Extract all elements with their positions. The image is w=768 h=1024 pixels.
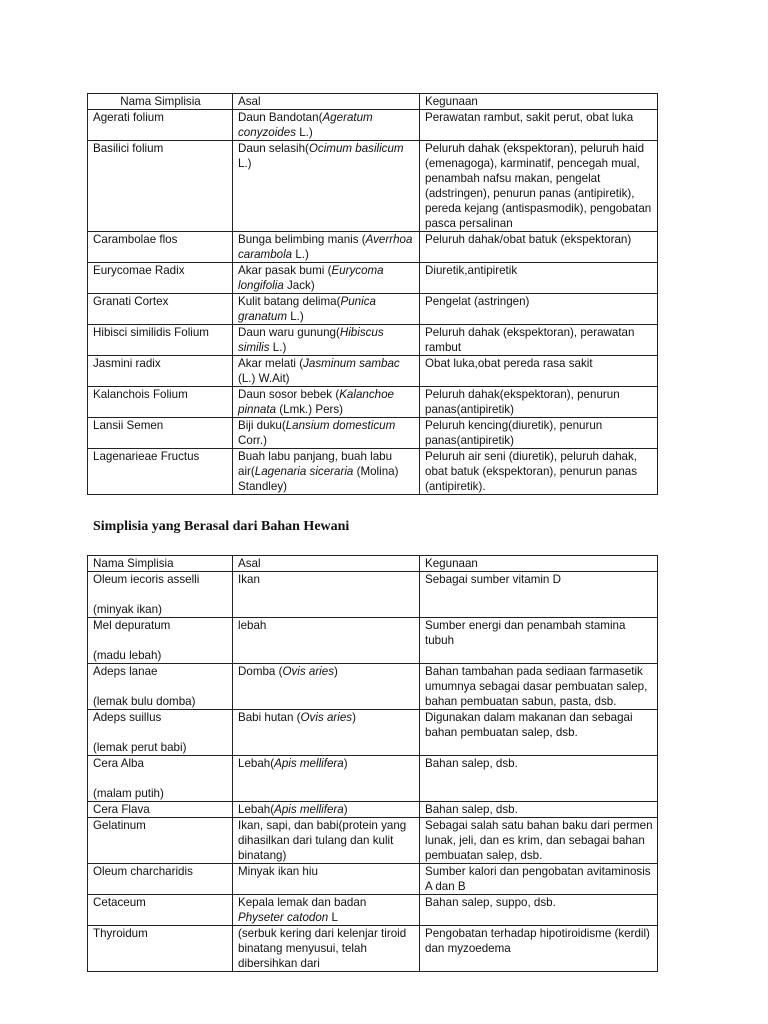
simplisia-name: Hibisci similidis Folium (93, 326, 209, 339)
kegunaan-cell: Sebagai sumber vitamin D (420, 572, 658, 618)
simplisia-name-cell (88, 263, 233, 294)
simplisia-name: Mel depuratum (93, 619, 171, 632)
table-row (88, 756, 658, 802)
kegunaan-cell: Bahan tambahan pada sediaan farmasetik umumnya sebagai dasar pembuatan salep, bahan pembuatan sabun, pasta, dsb. (420, 664, 658, 710)
asal-cell: Lebah(Apis mellifera) (233, 802, 420, 818)
simplisia-name: Cera Flava (93, 803, 150, 816)
simplisia-name: Gelatinum (93, 819, 146, 832)
asal-cell: Kepala lemak dan badan Physeter catodon L (233, 895, 420, 926)
table-row (88, 572, 658, 618)
asal-cell: Minyak ikan hiu (233, 864, 420, 895)
simplisia-local-name: (minyak ikan) (93, 603, 162, 616)
kegunaan-cell: Perawatan rambut, sakit perut, obat luka (420, 110, 658, 141)
simplisia-name: Jasmini radix (93, 357, 161, 370)
table-row (88, 802, 658, 818)
asal-cell: Buah labu panjang, buah labu air(Lagenaria siceraria (Molina) Standley) (233, 449, 420, 495)
simplisia-name-cell (88, 618, 233, 664)
simplisia-name: Cetaceum (93, 896, 146, 909)
simplisia-name: Oleum iecoris asselli (93, 573, 200, 586)
table-header-row (88, 556, 658, 572)
table-row (88, 325, 658, 356)
simplisia-name-cell (88, 387, 233, 418)
column-header: Kegunaan (420, 94, 658, 110)
kegunaan-cell: Digunakan dalam makanan dan sebagai bahan pembuatan salep, dsb. (420, 710, 658, 756)
asal-cell: (serbuk kering dari kelenjar tiroid binatang menyusui, telah dibersihkan dari (233, 926, 420, 972)
table-row (88, 110, 658, 141)
kegunaan-cell: Peluruh dahak(ekspektoran), penurun panas(antipiretik) (420, 387, 658, 418)
simplisia-name: Thyroidum (93, 927, 148, 940)
kegunaan-cell: Pengelat (astringen) (420, 294, 658, 325)
asal-cell: Bunga belimbing manis (Averrhoa carambola L.) (233, 232, 420, 263)
table-row (88, 926, 658, 972)
asal-cell: Lebah(Apis mellifera) (233, 756, 420, 802)
table-row (88, 710, 658, 756)
table-row (88, 864, 658, 895)
asal-cell: Ikan (233, 572, 420, 618)
simplisia-name-cell (88, 232, 233, 263)
asal-cell: Daun selasih(Ocimum basilicum L.) (233, 141, 420, 232)
simplisia-name-cell (88, 325, 233, 356)
simplisia-name-cell (88, 756, 233, 802)
simplisia-name: Lagenarieae Fructus (93, 450, 200, 463)
simplisia-name-cell (88, 926, 233, 972)
simplisia-name: Agerati folium (93, 111, 164, 124)
kegunaan-cell: Obat luka,obat pereda rasa sakit (420, 356, 658, 387)
simplisia-name: Basilici folium (93, 142, 164, 155)
asal-cell: lebah (233, 618, 420, 664)
kegunaan-cell: Bahan salep, dsb. (420, 756, 658, 802)
column-header: Nama Simplisia (88, 94, 233, 110)
simplisia-local-name: (malam putih) (93, 787, 164, 800)
simplisia-name-cell (88, 895, 233, 926)
simplisia-name-cell (88, 356, 233, 387)
kegunaan-cell: Peluruh dahak/obat batuk (ekspektoran) (420, 232, 658, 263)
simplisia-name: Eurycomae Radix (93, 264, 185, 277)
simplisia-name-cell (88, 572, 233, 618)
table-row (88, 618, 658, 664)
simplisia-name: Oleum charcharidis (93, 865, 193, 878)
asal-cell: Biji duku(Lansium domesticum Corr.) (233, 418, 420, 449)
table-row (88, 356, 658, 387)
table-row (88, 418, 658, 449)
kegunaan-cell: Peluruh dahak (ekspektoran), perawatan rambut (420, 325, 658, 356)
asal-cell: Ikan, sapi, dan babi(protein yang dihasilkan dari tulang dan kulit binatang) (233, 818, 420, 864)
table-row (88, 664, 658, 710)
kegunaan-cell: Sumber kalori dan pengobatan avitaminosis A dan B (420, 864, 658, 895)
simplisia-name-cell (88, 664, 233, 710)
simplisia-name-cell (88, 710, 233, 756)
simplisia-name-cell (88, 141, 233, 232)
simplisia-name: Adeps suillus (93, 711, 162, 724)
asal-cell: Babi hutan (Ovis aries) (233, 710, 420, 756)
table-row (88, 232, 658, 263)
animal-simplisia-table (87, 555, 658, 972)
simplisia-name-cell (88, 864, 233, 895)
table-row (88, 141, 658, 232)
kegunaan-cell: Sebagai salah satu bahan baku dari permen lunak, jeli, dan es krim, dan sebagai bahan pembuatan salep, dsb. (420, 818, 658, 864)
simplisia-local-name: (lemak perut babi) (93, 741, 187, 754)
section-heading: Simplisia yang Berasal dari Bahan Hewani (93, 519, 350, 534)
table-row (88, 387, 658, 418)
asal-cell: Daun sosor bebek (Kalanchoe pinnata (Lmk.) Pers) (233, 387, 420, 418)
simplisia-local-name: (lemak bulu domba) (93, 695, 196, 708)
asal-cell: Daun waru gunung(Hibiscus similis L.) (233, 325, 420, 356)
table-row (88, 294, 658, 325)
column-header: Asal (233, 556, 420, 572)
simplisia-name-cell (88, 802, 233, 818)
column-header: Nama Simplisia (88, 556, 233, 572)
table-row (88, 449, 658, 495)
simplisia-name: Adeps lanae (93, 665, 158, 678)
table-header-row (88, 94, 658, 110)
kegunaan-cell: Sumber energi dan penambah stamina tubuh (420, 618, 658, 664)
table-row (88, 818, 658, 864)
kegunaan-cell: Peluruh air seni (diuretik), peluruh dahak, obat batuk (ekspektoran), penurun panas (antipiretik). (420, 449, 658, 495)
simplisia-name-cell (88, 418, 233, 449)
plant-simplisia-table (87, 93, 658, 495)
simplisia-name-cell (88, 818, 233, 864)
table-row (88, 263, 658, 294)
simplisia-name: Kalanchois Folium (93, 388, 188, 401)
asal-cell: Domba (Ovis aries) (233, 664, 420, 710)
kegunaan-cell: Pengobatan terhadap hipotiroidisme (kerdil) dan myzoedema (420, 926, 658, 972)
asal-cell: Kulit batang delima(Punica granatum L.) (233, 294, 420, 325)
kegunaan-cell: Bahan salep, suppo, dsb. (420, 895, 658, 926)
table-row (88, 895, 658, 926)
asal-cell: Akar pasak bumi (Eurycoma longifolia Jack) (233, 263, 420, 294)
simplisia-name: Lansii Semen (93, 419, 164, 432)
simplisia-name-cell (88, 449, 233, 495)
column-header: Asal (233, 94, 420, 110)
asal-cell: Akar melati (Jasminum sambac (L.) W.Ait) (233, 356, 420, 387)
asal-cell: Daun Bandotan(Ageratum conyzoides L.) (233, 110, 420, 141)
simplisia-name: Cera Alba (93, 757, 144, 770)
kegunaan-cell: Peluruh kencing(diuretik), penurun panas(antipiretik) (420, 418, 658, 449)
kegunaan-cell: Diuretik,antipiretik (420, 263, 658, 294)
simplisia-local-name: (madu lebah) (93, 649, 162, 662)
column-header: Kegunaan (420, 556, 658, 572)
simplisia-name-cell (88, 110, 233, 141)
simplisia-name: Granati Cortex (93, 295, 169, 308)
simplisia-name: Carambolae flos (93, 233, 178, 246)
kegunaan-cell: Peluruh dahak (ekspektoran), peluruh haid (emenagoga), karminatif, pencegah mual, penambah nafsu makan, pengelat (adstringen), penurun panas (antipiretik), pereda kejang (antispasmodik), pengobatan pasca persalinan (420, 141, 658, 232)
kegunaan-cell: Bahan salep, dsb. (420, 802, 658, 818)
simplisia-name-cell (88, 294, 233, 325)
